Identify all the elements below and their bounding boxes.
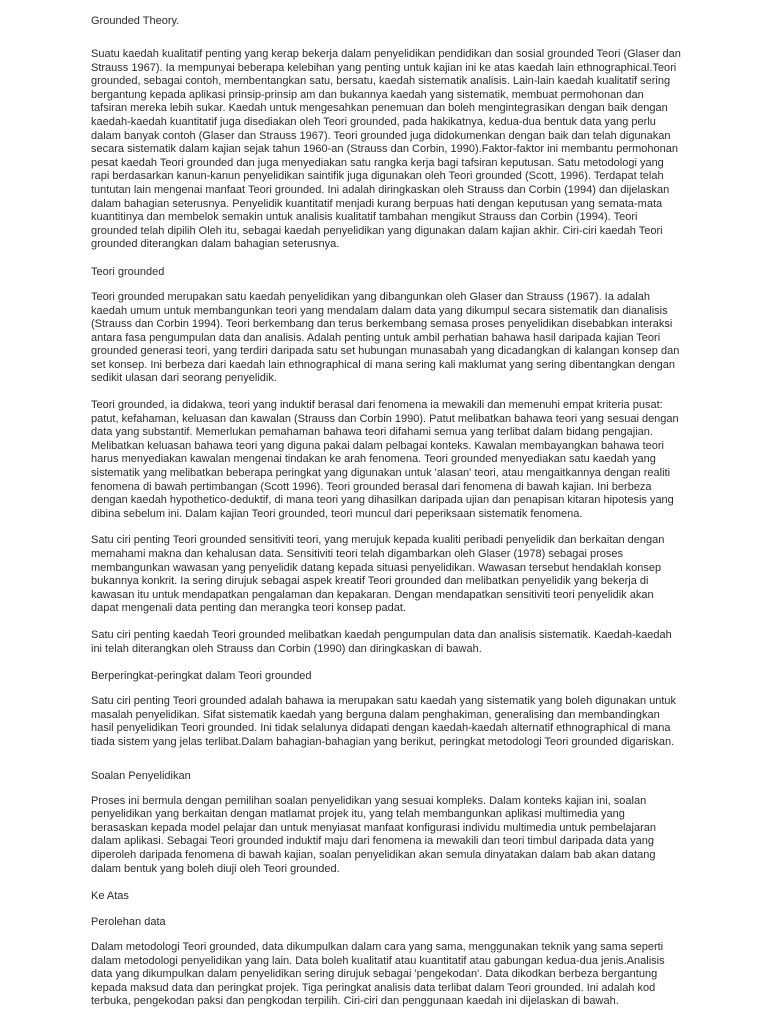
section-heading-research-question: Soalan Penyelidikan <box>91 769 191 782</box>
paragraph-stages: Satu ciri penting Teori grounded adalah bahawa ia merupakan satu kaedah yang sistematik yang boleh digunakan untuk masalah penyelidikan. Sifat sistematik kaedah yang berguna dalam penghakiman, generalising dan membandingkan hasil penyelidikan Teori grounded. Ini tidak selalunya didapati dengan kaedah-kaedah alternatif ethnographical di mana tiada sistem yang jelas terlibat.Dalam bahagian-bahagian yang berikut, peringkat metodologi Teori grounded digariskan. <box>91 695 677 748</box>
paragraph-systematic-analysis: Satu ciri penting kaedah Teori grounded melibatkan kaedah pengumpulan data dan analisis sistematik. Kaedah-kaedah ini telah diterangkan oleh Strauss dan Corbin (1990) dan diringkaskan di bawah. <box>91 628 672 655</box>
paragraph-research-question: Proses ini bermula dengan pemilihan soalan penyelidikan yang sesuai kompleks. Dalam konteks kajian ini, soalan penyelidikan yang berkaitan dengan matlamat projek itu, yang telah membangunkan aplikasi multimedia yang berasaskan kepada model pelajar dan untuk menyiasat manfaat konfigurasi individu multimedia untuk pembelajaran dalam aplikasi. Sebagai Teori grounded induktif maju dari fenomena ia mewakili dan teori timbul daripada data yang diperoleh daripada fenomena di bawah kajian, soalan penyelidikan akan semula dinyatakan dalam bab akan datang dalam bentuk yang boleh diuji oleh Teori grounded. <box>91 794 657 875</box>
section-heading-stages: Berperingkat-peringkat dalam Teori grounded <box>91 670 312 683</box>
document-title: Grounded Theory. <box>91 15 180 27</box>
back-to-top-link[interactable]: Ke Atas <box>91 890 129 903</box>
section-heading-teori-grounded: Teori grounded <box>91 265 165 278</box>
paragraph-intro: Suatu kaedah kualitatif penting yang kerap bekerja dalam penyelidikan pendidikan dan sosial grounded Teori (Glaser dan Strauss 1967). Ia mempunyai beberapa kelebihan yang penting untuk kajian ini ke atas kaedah lain ethnographical.Teori grounded, sebagai contoh, membentangkan satu, bersatu, kaedah sistematik analisis. Lain-lain kaedah kualitatif sering bergantung kepada aplikasi prinsip-prinsip am dan bukannya kaedah yang sistematik, membuat permohonan dan tafsiran mereka lebih sukar. Kaedah untuk mengesahkan penemuan dan boleh mengintegrasikan dengan baik dengan kaedah-kaedah kuantitatif juga disediakan oleh Teori grounded, pada hakikatnya, kedua-dua bentuk data yang perlu dalam banyak contoh (Glaser dan Strauss 1967). Teori grounded juga didokumenkan dengan baik dan telah digunakan secara sistematik dalam kajian sejak tahun 1960-an (Strauss dan Corbin, 1990).Faktor-faktor ini membantu permohonan pesat kaedah Teori grounded dan juga menyediakan satu rangka kerja bagi tafsiran keputusan. Satu metodologi yang rapi berdasarkan kanun-kanun penyelidikan saintifik juga digunakan oleh Teori grounded (Scott, 1996). Terdapat telah tuntutan lain mengenai manfaat Teori grounded. Ini adalah diringkaskan oleh Strauss dan Corbin (1994) dan dijelaskan dalam bahagian seterusnya. Penyelidik kuantitatif menjadi kurang berpuas hati dengan keputusan yang semata-mata kuantitinya dan membelok semakin untuk analisis kualitatif tambahan mengikut Strauss dan Corbin (1994). Teori grounded telah dipilih Oleh itu, sebagai kaedah penyelidikan yang digunakan dalam kajian akhir. Ciri-ciri kaedah Teori grounded diterangkan dalam bahagian seterusnya. <box>91 48 681 251</box>
paragraph-theoretical-sensitivity: Satu ciri penting Teori grounded sensitiviti teori, yang merujuk kepada kualiti peribadi penyelidik dan berkaitan dengan memahami makna dan kehalusan data. Sensitiviti teori telah digambarkan oleh Glaser (1978) sebagai proses membangunkan wawasan yang penyelidik datang kepada situasi penyelidikan. Wawasan tersebut hendaklah konsep bukannya konkrit. Ia sering dirujuk sebagai aspek kreatif Teori grounded dan melibatkan penyelidik yang bekerja di kawasan itu untuk mendapatkan pengalaman dan kepakaran. Dengan mendapatkan sensitiviti teori penyelidik akan dapat mengenali data penting dan merangka teori konsep padat. <box>91 534 665 615</box>
paragraph-data-acquisition: Dalam metodologi Teori grounded, data dikumpulkan dalam cara yang sama, menggunakan teknik yang sama seperti dalam metodologi penyelidikan yang lain. Data boleh kualitatif atau kuantitatif atau gabungan kedua-dua jenis.Analisis data yang dikumpulkan dalam penyelidikan sering dirujuk sebagai 'pengekodan'. Data dikodkan berbeza bergantung kepada maksud data dan peringkat projek. Tiga peringkat analisis data terlibat dalam Teori grounded. Ini adalah kod terbuka, pengekodan paksi dan pengkodan terpilih. Ciri-ciri dan penggunaan kaedah ini dijelaskan di bawah. <box>91 941 665 1008</box>
paragraph-teori-criteria: Teori grounded, ia didakwa, teori yang induktif berasal dari fenomena ia mewakili dan memenuhi empat kriteria pusat: patut, kefahaman, keluasan dan kawalan (Strauss dan Corbin 1990). Patut melibatkan bahawa teori yang sesuai dengan data yang substantif. Memerlukan pemahaman bahawa teori difahami semua yang terlibat dalam bidang pengajian. Melibatkan keluasan bahawa teori yang diguna pakai dalam pelbagai konteks. Kawalan membayangkan bahawa teori harus menyediakan kawalan mengenai tindakan ke arah fenomena. Teori grounded menyediakan satu kaedah yang sistematik yang melibatkan beberapa peringkat yang digunakan untuk 'alasan' teori, atau mengaitkannya dengan realiti fenomena di bawah pertimbangan (Scott 1996). Teori grounded berasal dari fenomena di bawah kajian. Ini berbeza dengan kaedah hypothetico-deduktif, di mana teori yang dihasilkan daripada ujian dan penapisan kitaran hipotesis yang dibina sebelum ini. Dalam kajian Teori grounded, teori muncul dari peperiksaan sistematik fenomena. <box>91 399 679 520</box>
paragraph-teori-definition: Teori grounded merupakan satu kaedah penyelidikan yang dibangunkan oleh Glaser dan Strauss (1967). Ia adalah kaedah umum untuk membangunkan teori yang mendalam dalam data yang dikumpul secara sistematik dan dianalisis (Strauss dan Corbin 1994). Teori berkembang dan terus berkembang semasa proses penyelidikan disebabkan interaksi antara fasa pengumpulan data dan analisis. Adalah penting untuk ambil perhatian bahawa hasil daripada kajian Teori grounded generasi teori, yang terdiri daripada satu set hubungan munasabah yang dicadangkan di kalangan konsep dan set konsep. Ini berbeza dari kaedah lain ethnographical di mana sering kali maklumat yang sering dibentangkan dengan sedikit ulasan dari seorang penyelidik. <box>91 290 680 385</box>
section-heading-data-acquisition: Perolehan data <box>91 916 166 929</box>
